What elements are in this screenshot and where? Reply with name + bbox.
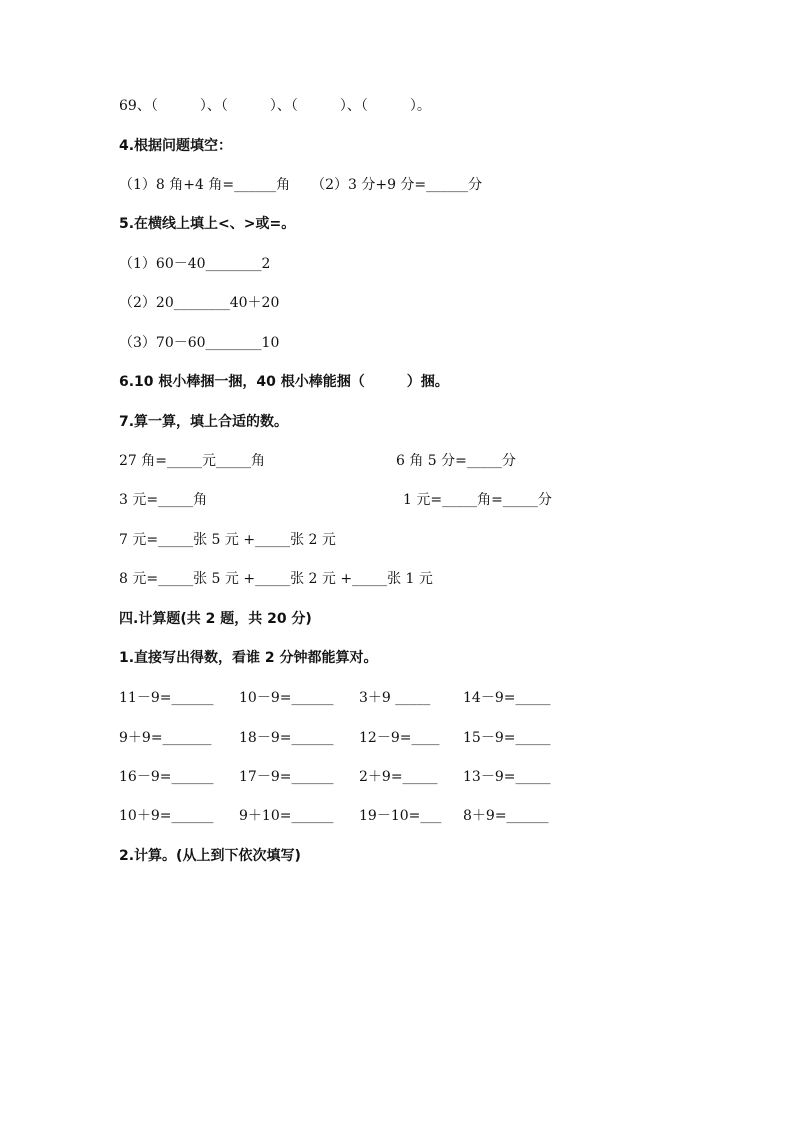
q5-item-2: （2）20________40＋20 xyxy=(119,295,280,311)
calc-1-title: 1.直接写出得数，看谁 2 分钟都能算对。 xyxy=(119,650,378,666)
calc-cell: 12－9=____ xyxy=(359,730,440,746)
q4-title: 4.根据问题填空： xyxy=(119,138,233,154)
calc-cell: 16－9=______ xyxy=(119,769,214,785)
q5-item-3: （3）70－60________10 xyxy=(119,335,280,351)
q7-a-right: 6 角 5 分=_____分 xyxy=(396,453,516,469)
q6: 6.10 根小棒捆一捆，40 根小棒能捆（ ）捆。 xyxy=(119,374,449,390)
calc-cell: 14－9=_____ xyxy=(463,690,551,706)
calc-cell: 17－9=______ xyxy=(239,769,334,785)
calc-2-title: 2.计算。(从上到下依次填写) xyxy=(119,848,301,864)
q4-items: （1）8 角+4 角=______角 （2）3 分+9 分=______分 xyxy=(119,177,483,193)
calc-cell: 3＋9 _____ xyxy=(359,690,431,706)
q7-b-right: 1 元=_____角=_____分 xyxy=(403,492,552,508)
calc-cell: 10－9=______ xyxy=(239,690,334,706)
calc-cell: 9＋10=______ xyxy=(239,808,334,824)
q7-title: 7.算一算，填上合适的数。 xyxy=(119,414,289,430)
q7-c: 7 元=_____张 5 元 +_____张 2 元 xyxy=(119,532,336,548)
calc-cell: 2＋9=_____ xyxy=(359,769,438,785)
calc-cell: 13－9=_____ xyxy=(463,769,551,785)
q5-title: 5.在横线上填上<、>或=。 xyxy=(119,216,296,232)
calc-cell: 11－9=______ xyxy=(119,690,214,706)
calc-cell: 10＋9=______ xyxy=(119,808,214,824)
line-69: 69、（ ）、（ ）、（ ）、（ ）。 xyxy=(119,98,431,114)
calc-cell: 15－9=_____ xyxy=(463,730,551,746)
calc-cell: 19－10=___ xyxy=(359,808,442,824)
calc-cell: 8＋9=______ xyxy=(463,808,549,824)
q5-item-1: （1）60－40________2 xyxy=(119,256,271,272)
q7-a-left: 27 角=_____元_____角 xyxy=(119,453,265,469)
q7-d: 8 元=_____张 5 元 +_____张 2 元 +_____张 1 元 xyxy=(119,571,433,587)
calc-cell: 9＋9=_______ xyxy=(119,730,212,746)
section-4-title: 四.计算题(共 2 题，共 20 分) xyxy=(119,611,312,627)
q7-b-left: 3 元=_____角 xyxy=(119,492,208,508)
calc-cell: 18－9=______ xyxy=(239,730,334,746)
